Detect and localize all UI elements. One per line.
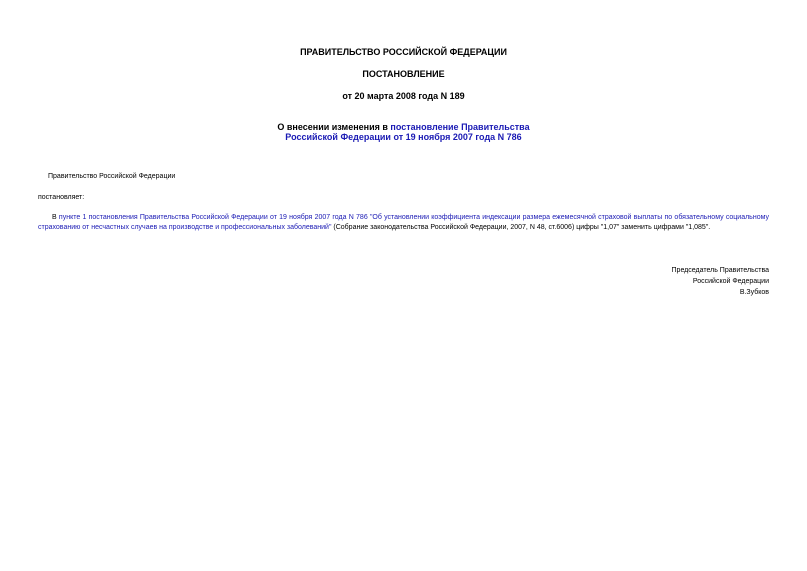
signature-title-continued: Российской Федерации <box>692 278 769 285</box>
signature-name: В.Зубков <box>739 289 769 296</box>
subject-link-line1: постановление Правительства <box>390 122 530 132</box>
document-type-heading: ПОСТАНОВЛЕНИЕ <box>362 69 445 79</box>
body-paragraph <box>38 213 769 233</box>
paragraph-end: (Собрание законодательства Российской Федерации, 2007, N 48, ст.6006) цифры "1,07" заменить цифрами "1,085". <box>331 224 711 231</box>
paragraph-start: В <box>52 214 59 221</box>
signature-title: Председатель Правительства <box>671 267 769 274</box>
government-text: Правительство Российской Федерации <box>48 173 176 180</box>
signature-block <box>672 265 769 298</box>
subject-link-line2: Российской Федерации от 19 ноября 2007 года N 786 <box>285 132 522 142</box>
issuer-heading: ПРАВИТЕЛЬСТВО РОССИЙСКОЙ ФЕДЕРАЦИИ <box>300 47 507 57</box>
subject-title <box>0 122 807 142</box>
subject-prefix: О внесении изменения в <box>277 122 391 132</box>
date-number-heading: от 20 марта 2008 года N 189 <box>342 91 465 101</box>
paragraph-decree-link[interactable]: пункте 1 постановления Правительства Российской Федерации от 19 ноября 2007 года N 786 "Об установлении коэффициента индексации размера ежемесячной страховой выплаты по обязательному социальному страхованию от несчастных случаев на производстве и профессиональных заболеваний" <box>38 214 769 231</box>
decrees-text: постановляет: <box>38 194 85 201</box>
